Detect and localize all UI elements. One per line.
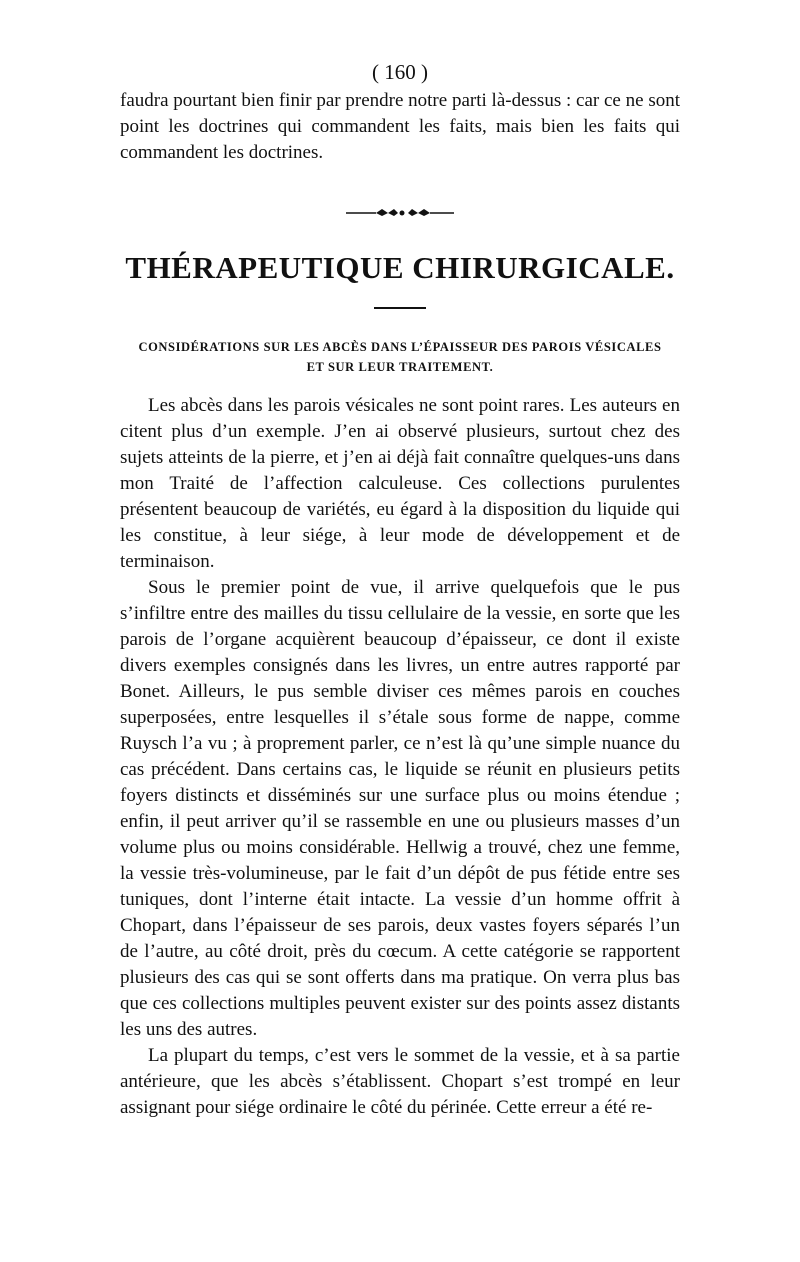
body-paragraph-3: La plupart du temps, c’est vers le sommet de la vessie, et à sa partie antérieure, que les abcès s’établissent. Chopart s’est trompé en leur assignant pour siége ordinaire le côté du périnée. Cette erreur a été re- [120,1045,680,1118]
intro-paragraph: faudra pourtant bien finir par prendre notre parti là-dessus : car ce ne sont point les doctrines qui commandent les faits, mais bien les faits qui commandent les doctrines. [120,90,680,163]
book-page [120,58,680,1121]
body-paragraph-2: Sous le premier point de vue, il arrive quelquefois que le pus s’infiltre entre des mailles du tissu cellulaire de la vessie, en sorte que les parois de l’organe acquièrent beaucoup d’épaisseur, ce dont il existe divers exemples consignés dans les livres, un entre autres rapporté par Bonet. Ailleurs, le pus semble diviser ces mêmes parois en couches superposées, entre lesquelles il s’étale sous forme de nappe, comme Ruysch l’a vu ; à proprement parler, ce n’est là qu’une simple nuance du cas précédent. Dans certains cas, le liquide se réunit en plusieurs petits foyers distincts et disséminés sur une surface plus ou moins étendue ; enfin, il peut arriver qu’il se rassemble en une ou plusieurs masses d’un volume plus ou moins considérable. Hellwig a trouvé, chez une femme, la vessie très-volumineuse, par le fait d’un dépôt de pus fétide entre ses tuniques, dont l’interne était intacte. La vessie d’un homme offrit à Chopart, dans l’épaisseur de ses parois, deux vastes foyers séparés l’un de l’autre, au côté droit, près du cœcum. A cette catégorie se rapportent plusieurs des cas qui se sont offerts dans ma pratique. On verra plus bas que ces collections multiples peuvent exister sur des points assez distants les uns des autres. [120,577,680,1040]
title-rule [374,307,426,309]
body-paragraph-1: Les abcès dans les parois vésicales ne sont point rares. Les auteurs en citent plus d’un exemple. J’en ai observé plusieurs, surtout chez des sujets atteints de la pierre, et j’en ai déjà fait connaître quelques-uns dans mon Traité de l’affection calculeuse. Ces collections purulentes présentent beaucoup de variétés, eu égard à la disposition du liquide qui les constitue, à leur siége, à leur mode de développement et de terminaison. [120,395,680,572]
section-title: THÉRAPEUTIQUE CHIRURGICALE. [125,250,675,285]
subtitle-line-2: ET SUR LEUR TRAITEMENT. [306,360,494,374]
article-subtitle [120,337,680,377]
subtitle-line-1: CONSIDÉRATIONS SUR LES ABCÈS DANS L’ÉPAISSEUR DES PAROIS VÉSICALES [138,340,662,354]
page-number: ( 160 ) [372,60,428,84]
ornament-divider-icon [346,206,454,218]
